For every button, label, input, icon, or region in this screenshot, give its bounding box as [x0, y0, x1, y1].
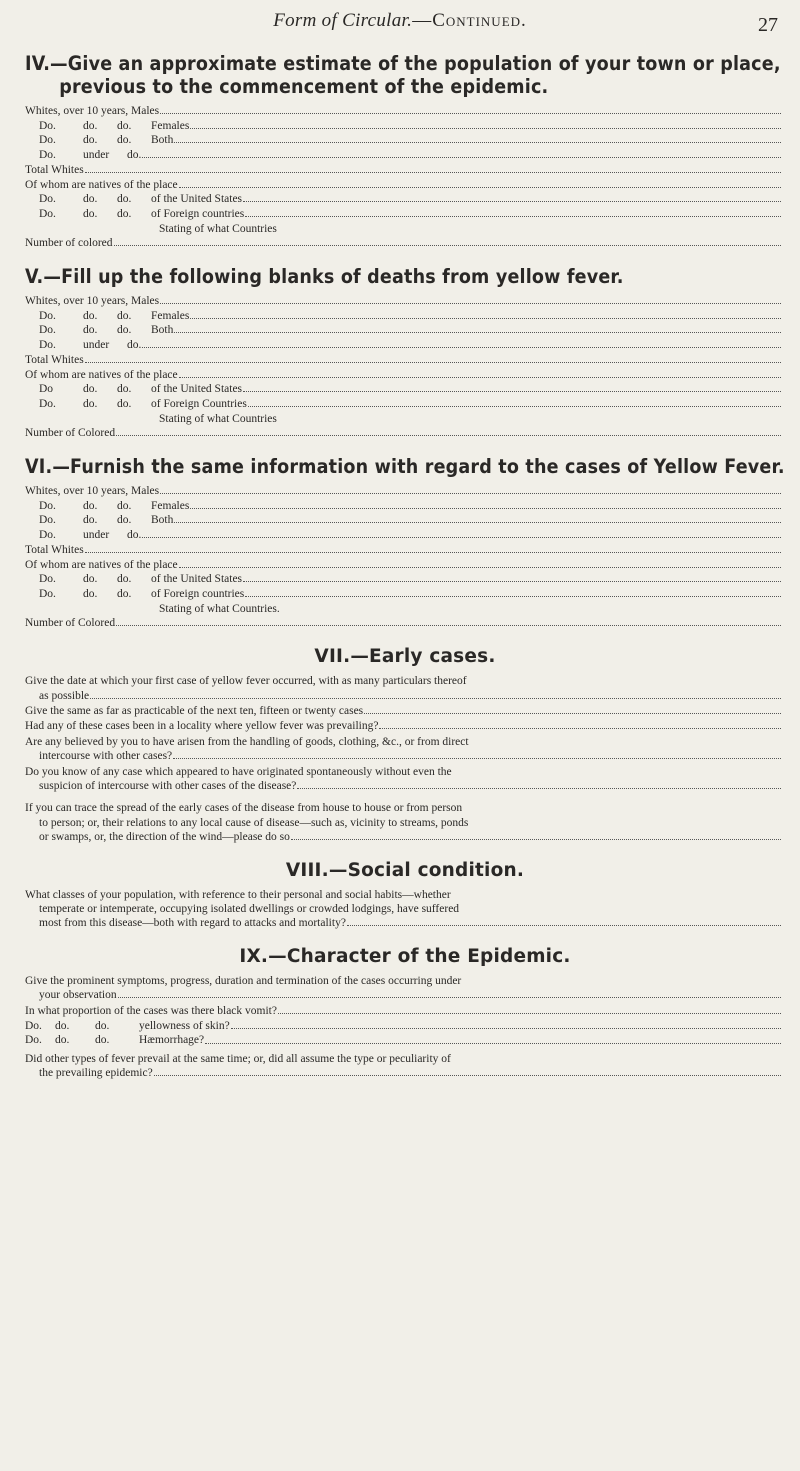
- row-total: Total Whites: [25, 543, 785, 558]
- blank-line[interactable]: [243, 391, 781, 392]
- blank-line[interactable]: [173, 758, 781, 759]
- section-viii-heading: VIII.—Social condition.: [285, 859, 525, 881]
- row-us: Do. do. do. of the United States: [25, 192, 785, 207]
- question-yellowness: Do. do. do. yellowness of skin?: [25, 1019, 785, 1033]
- row-stating: Stating of what Countries.: [159, 602, 280, 615]
- row-foreign: Do. do. do. of Foreign countries: [25, 587, 785, 602]
- row-males: Whites, over 10 years, Males: [25, 484, 785, 499]
- section-viii: [25, 859, 785, 931]
- blank-line[interactable]: [160, 303, 781, 304]
- blank-line[interactable]: [174, 332, 781, 333]
- row-foreign: Do. do. do. of Foreign Countries: [25, 397, 785, 412]
- blank-line[interactable]: [291, 839, 781, 840]
- question-black-vomit: In what proportion of the cases was there black vomit?: [25, 1004, 785, 1018]
- section-iv-heading: IV.—Give an approximate estimate of the population of your town or place, previous to the commencement of the epidemic.: [25, 52, 781, 98]
- blank-line[interactable]: [231, 1019, 781, 1029]
- running-header: [0, 10, 800, 38]
- blank-line[interactable]: [297, 788, 781, 789]
- row-both: Do. do. do. Both: [25, 513, 785, 528]
- row-colored: Number of colored: [25, 236, 785, 251]
- blank-line[interactable]: [116, 625, 781, 626]
- blank-line[interactable]: [174, 522, 781, 523]
- section-v: [25, 265, 785, 441]
- row-us: Do do. do. of the United States: [25, 382, 785, 397]
- blank-line[interactable]: [142, 347, 781, 348]
- row-natives: Of whom are natives of the place: [25, 178, 785, 193]
- row-stating: Stating of what Countries: [159, 222, 277, 235]
- blank-line[interactable]: [245, 216, 781, 217]
- row-females: Do. do. do. Females: [25, 309, 785, 324]
- blank-line[interactable]: [142, 157, 781, 158]
- blank-line[interactable]: [347, 925, 781, 926]
- question-spontaneous: Do you know of any case which appeared to have originated spontaneously without even the suspicion of intercourse with other cases of the disease?: [25, 765, 785, 794]
- row-us: Do. do. do. of the United States: [25, 572, 785, 587]
- row-males: Whites, over 10 years, Males: [25, 294, 785, 309]
- row-under: Do. under do.: [25, 528, 785, 543]
- question-spread: If you can trace the spread of the early cases of the disease from house to house or from person to person; or, their relations to any local cause of disease—such as, vicinity to streams, ponds or swamps, or, the direction of the wind—please do so: [25, 801, 785, 844]
- blank-line[interactable]: [142, 537, 781, 538]
- question-symptoms: Give the prominent symptoms, progress, duration and termination of the cases occurring under your observation: [25, 974, 785, 1003]
- blank-line[interactable]: [243, 201, 781, 202]
- question-goods: Are any believed by you to have arisen from the handling of goods, clothing, &c., or from direct intercourse with other cases?: [25, 735, 785, 764]
- section-vi-heading: VI.—Furnish the same information with regard to the cases of Yellow Fever.: [25, 455, 785, 479]
- blank-line[interactable]: [245, 596, 781, 597]
- row-foreign: Do. do. do. of Foreign countries: [25, 207, 785, 222]
- blank-line[interactable]: [154, 1075, 781, 1076]
- blank-line[interactable]: [379, 728, 781, 729]
- row-stating: Stating of what Countries: [159, 412, 277, 425]
- blank-line[interactable]: [179, 377, 781, 378]
- row-colored: Number of Colored: [25, 426, 785, 441]
- blank-line[interactable]: [174, 142, 781, 143]
- blank-line[interactable]: [85, 172, 781, 173]
- blank-line[interactable]: [190, 508, 781, 509]
- blank-line[interactable]: [190, 128, 781, 129]
- section-vii-heading: VII.—Early cases.: [314, 646, 496, 668]
- question-next-cases: Give the same as far as practicable of the next ten, fifteen or twenty cases: [25, 704, 785, 718]
- question-first-case: Give the date at which your first case of yellow fever occurred, with as many particulars thereof as possible: [25, 674, 785, 703]
- blank-line[interactable]: [179, 187, 781, 188]
- section-iv: [25, 52, 785, 251]
- page-number: 27: [758, 14, 778, 36]
- blank-line[interactable]: [90, 698, 781, 699]
- row-natives: Of whom are natives of the place: [25, 558, 785, 573]
- blank-line[interactable]: [243, 581, 781, 582]
- running-title: [0, 10, 800, 32]
- question-other-types: Did other types of fever prevail at the same time; or, did all assume the type or peculiarity of the prevailing epidemic?: [25, 1052, 785, 1081]
- row-females: Do. do. do. Females: [25, 499, 785, 514]
- section-ix: [25, 945, 785, 1081]
- running-title-italic: Form of Circular.: [273, 10, 413, 31]
- row-both: Do. do. do. Both: [25, 133, 785, 148]
- blank-line[interactable]: [85, 552, 781, 553]
- blank-line[interactable]: [248, 406, 781, 407]
- row-under: Do. under do.: [25, 338, 785, 353]
- row-total: Total Whites: [25, 163, 785, 178]
- form-content: [25, 52, 785, 1095]
- section-vii: [25, 645, 785, 844]
- row-females: Do. do. do. Females: [25, 119, 785, 134]
- question-social-classes: What classes of your population, with reference to their personal and social habits—whether temperate or intemperate, occupying isolated dwellings or crowded lodgings, have suffered most from this disease—both with regard to attacks and mortality?: [25, 888, 785, 931]
- section-v-heading: V.—Fill up the following blanks of deaths from yellow fever.: [25, 265, 624, 289]
- blank-line[interactable]: [179, 567, 781, 568]
- section-vi: [25, 455, 785, 631]
- row-under: Do. under do.: [25, 148, 785, 163]
- blank-line[interactable]: [364, 713, 781, 714]
- row-total: Total Whites: [25, 353, 785, 368]
- question-haemorrhage: Do. do. do. Hæmorrhage?: [25, 1033, 785, 1047]
- row-both: Do. do. do. Both: [25, 323, 785, 338]
- blank-line[interactable]: [190, 318, 781, 319]
- blank-line[interactable]: [116, 435, 781, 436]
- row-natives: Of whom are natives of the place: [25, 368, 785, 383]
- blank-line[interactable]: [114, 245, 782, 246]
- section-ix-heading: IX.—Character of the Epidemic.: [239, 945, 571, 967]
- blank-line[interactable]: [85, 362, 781, 363]
- row-males: Whites, over 10 years, Males: [25, 104, 785, 119]
- question-locality: Had any of these cases been in a locality where yellow fever was prevailing?: [25, 719, 785, 733]
- blank-line[interactable]: [205, 1033, 781, 1043]
- blank-line[interactable]: [278, 1013, 781, 1014]
- blank-line[interactable]: [118, 997, 781, 998]
- running-title-continued: —Continued.: [412, 10, 527, 31]
- row-colored: Number of Colored: [25, 616, 785, 631]
- blank-line[interactable]: [160, 493, 781, 494]
- blank-line[interactable]: [160, 113, 781, 114]
